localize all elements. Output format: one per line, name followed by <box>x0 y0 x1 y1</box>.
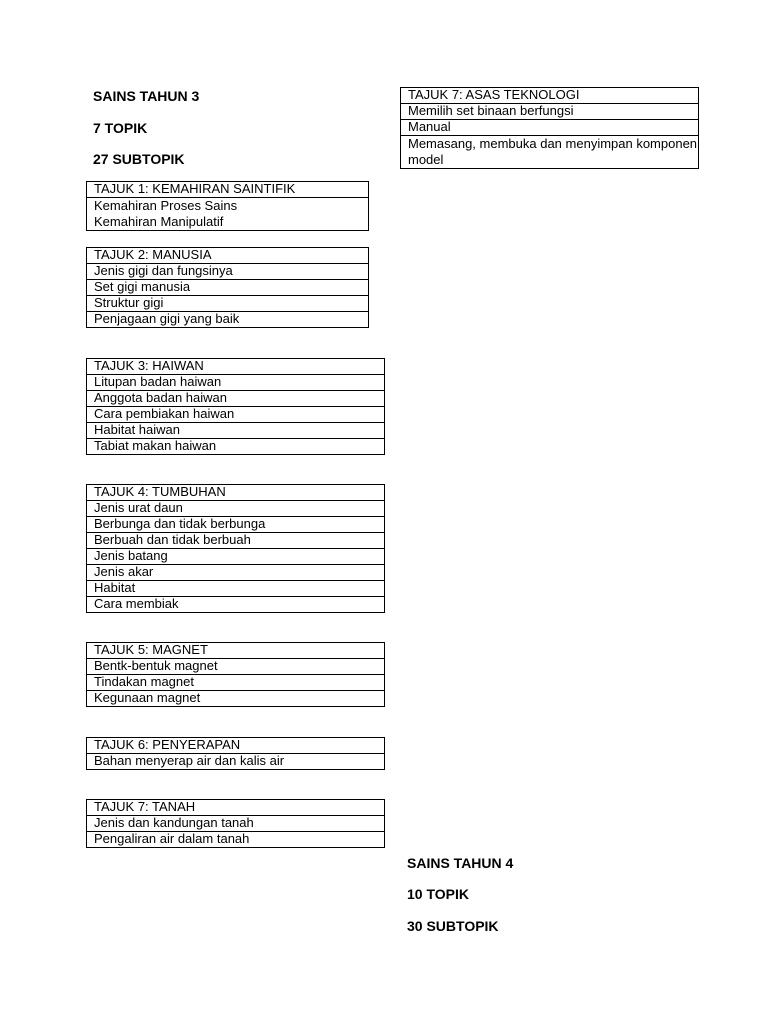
subtopic-cell: Jenis dan kandungan tanah <box>87 816 385 832</box>
year4-topics-count: 10 TOPIK <box>407 886 469 902</box>
topic-table-tumbuhan <box>86 484 385 613</box>
topic-header: TAJUK 4: TUMBUHAN <box>87 485 385 501</box>
year3-subtopics-count: 27 SUBTOPIK <box>93 151 185 167</box>
topic-table-manusia <box>86 247 369 328</box>
subtopic-cell: Jenis urat daun <box>87 501 385 517</box>
topic-header: TAJUK 7: TANAH <box>87 800 385 816</box>
subtopic-cell: Bahan menyerap air dan kalis air <box>87 754 385 770</box>
subtopic-cell: Jenis akar <box>87 565 385 581</box>
topic-table-kemahiran-saintifik <box>86 181 369 231</box>
subtopic-cell: Anggota badan haiwan <box>87 391 385 407</box>
topic-header: TAJUK 3: HAIWAN <box>87 359 385 375</box>
subtopic-cell: Cara pembiakan haiwan <box>87 407 385 423</box>
subtopic-cell: Habitat <box>87 581 385 597</box>
subtopic-cell: Berbunga dan tidak berbunga <box>87 517 385 533</box>
topic-table-haiwan <box>86 358 385 455</box>
topic-header: TAJUK 6: PENYERAPAN <box>87 738 385 754</box>
subtopic-cell: Struktur gigi <box>87 296 369 312</box>
year4-subtopics-count: 30 SUBTOPIK <box>407 918 499 934</box>
subtopic-cell: Memasang, membuka dan menyimpan komponen model <box>401 136 699 169</box>
subtopic-cell: Kegunaan magnet <box>87 691 385 707</box>
subtopic-cell: Pengaliran air dalam tanah <box>87 832 385 848</box>
topic-header: TAJUK 2: MANUSIA <box>87 248 369 264</box>
topic-table-asas-teknologi <box>400 87 699 169</box>
subtopic-cell: Habitat haiwan <box>87 423 385 439</box>
subtopic-cell: Kemahiran Proses Sains <box>87 198 369 215</box>
subtopic-cell: Jenis batang <box>87 549 385 565</box>
subtopic-cell: Manual <box>401 120 699 136</box>
subtopic-cell: Penjagaan gigi yang baik <box>87 312 369 328</box>
subtopic-cell: Berbuah dan tidak berbuah <box>87 533 385 549</box>
topic-header: TAJUK 1: KEMAHIRAN SAINTIFIK <box>87 182 369 198</box>
subtopic-cell: Bentk-bentuk magnet <box>87 659 385 675</box>
subtopic-cell: Set gigi manusia <box>87 280 369 296</box>
topic-table-penyerapan <box>86 737 385 770</box>
subtopic-cell: Tabiat makan haiwan <box>87 439 385 455</box>
subtopic-cell: Cara membiak <box>87 597 385 613</box>
subtopic-cell: Litupan badan haiwan <box>87 375 385 391</box>
subtopic-cell: Memilih set binaan berfungsi <box>401 104 699 120</box>
year3-topics-count: 7 TOPIK <box>93 120 148 136</box>
topic-table-magnet <box>86 642 385 707</box>
topic-header: TAJUK 5: MAGNET <box>87 643 385 659</box>
subtopic-cell: Kemahiran Manipulatif <box>87 214 369 231</box>
year3-title: SAINS TAHUN 3 <box>93 88 200 104</box>
topic-header: TAJUK 7: ASAS TEKNOLOGI <box>401 88 699 104</box>
topic-table-tanah <box>86 799 385 848</box>
subtopic-cell: Jenis gigi dan fungsinya <box>87 264 369 280</box>
subtopic-cell: Tindakan magnet <box>87 675 385 691</box>
year4-title: SAINS TAHUN 4 <box>407 855 514 871</box>
